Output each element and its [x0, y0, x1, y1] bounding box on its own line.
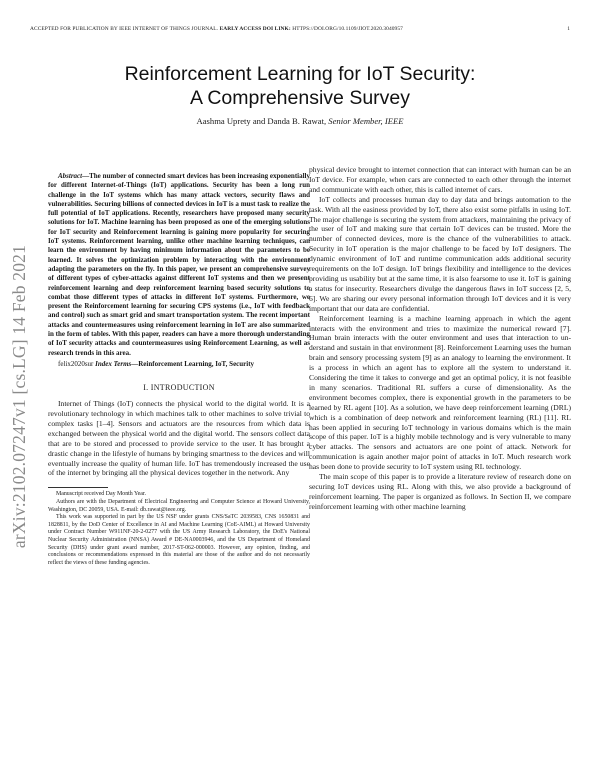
footnote-funding: This work was supported in part by the US NSF under grants CNS/SaTC 2039583, CNS 1650831 and 1828811, by the DoD Center of Excellence in AI and Machine Learning (CoE-AIML) at Howard University under Contract Number W911NF-20-2-0277 with the US Army Research Laboratory, the DoE's National Nuclear Security Administration (NNSA) Award # DE-NA0003946, and the US Department of Homeland Security (DHS) under grant award number, 2017-ST-062-000003. However, any opinion, finding, and conclusions or recommendations expressed in this material are those of the author and do not necessarily reflect the views of these funding agencies.: [48, 514, 310, 566]
rl-intro-paragraph: Reinforcement learning is a machine learning approach in which the agent interacts with the environment and tries to maximize the numerical reward [7]. Human brain interacts with the outer environment and uses that interaction to un-derstand and sustain in that environment [8]. Reinforcement Learning uses the human brain and sensory processing system [9] as an analogy to learning the environment. It is a process in which an agent has to explore all the system to understand it. Considering the time it takes to converge and get an optimal policy, it is not feasible in many scenarios. Traditional RL suffers a curse of dimensionality. As the environment becomes complex, there is exponential growth in the parameters to be learned by RL agent [10]. As a solution, we have deep reinforcement learning (DRL) which is a combination of deep network and reinforcement learning (RL) [11]. RL has been applied in securing IoT technology in various domains which is the main scope of this paper. IoT is a highly mobile technology and is very vulnerable to many cyber attacks. The sensors and actuators are one point of attack. Network for communication is again another major point of attacks in IoT. Much research work has been done to provide security to IoT system using RL technology.: [309, 313, 571, 472]
footnote-divider: [48, 487, 108, 488]
header-journal: ACCEPTED FOR PUBLICATION BY IEEE INTERNET OF THINGS JOURNAL.: [30, 26, 219, 32]
section-heading-introduction: I. INTRODUCTION: [143, 383, 215, 393]
author-membership: Senior Member, IEEE: [328, 116, 404, 126]
security-challenges-text: IoT collects and processes human day to day data and brings automation to the task. With all the easiness provided by IoT, there also exist some pitfalls in using IoT. The major challenge is securing the system from attackers, maintaining the privacy of the user of IoT and making sure that certain IoT devices can be trusted. More the number of connected devices, more is the chance of the vulnerabilities to attack. Security in IoT operation is the major challenge to be faced by IoT designers. The dynamic environment of IoT and runtime communication adds additional security requirements on the IoT design. IoT brings flexibility and intelligence to the devices providing us usability but at the same time, it is also fearsome to use it. IoT is gaining a status for insecurity. Researchers divulge the dangerous flaws in IoT: [309, 194, 571, 293]
author-names: Aashma Uprety and Danda B. Rawat,: [196, 116, 329, 126]
footnotes: [48, 491, 310, 567]
header-text: [30, 26, 403, 32]
abstract-text: —The number of connected smart devices has been increasing exponentially for different Internet-of-Things (IoT) applications. Security has been a long run challenge in the IoT systems which has many attack vectors, security flaws and vulnerabilities. Securing billions of connected devices in IoT is a must task to realize the full potential of IoT applications. Recently, researchers have proposed many security solutions for IoT. Machine learning has been proposed as one of the emerging solutions for IoT security and Reinforcement learning is gaining more popularity for securing IoT systems. Reinforcement learning, unlike other machine learning techniques, can learn the environment by having minimum information about the parameters to be learned. It solves the optimization problem by interacting with the environment adapting the parameters on the fly. In this paper, we present an comprehensive survey of different types of cyber-attacks against different IoT systems and then we present reinforcement learning and deep reinforcement learning based security solutions to combat those different types of attacks in different IoT systems. Furthermore, we present the Reinforcement learning for securing CPS systems (i.e., IoT with feedback and control) such as smart grid and smart transportation system. The recent important attacks and countermeasures using reinforcement learning in IoT are also summarized in the form of tables. With this paper, readers can have a more thorough understanding of IoT security attacks and countermeasures using Reinforcement Learning, as well as research trends in this area.: [48, 172, 310, 357]
index-terms-label: Index Terms: [95, 359, 132, 368]
right-paragraph-3: The main scope of this paper is to provide a literature review of research done on securing IoT devices using RL. Along with this, we also provide a background of reinforcement learning. The paper is organized as follows. In Section II, we compare reinforcement learning with other machine learning: [309, 472, 571, 511]
paper-title: [60, 62, 540, 110]
right-paragraph-2: [309, 195, 571, 314]
abstract: [48, 172, 310, 358]
page-number: 1: [567, 26, 570, 32]
index-terms-text: —Reinforcement Learning, IoT, Security: [131, 359, 255, 368]
header-doi-link[interactable]: HTTPS://DOI.ORG/10.1109/JIOT.2020.3040957: [292, 26, 403, 32]
security-confidentiality-text: success [2, 5, 6]. We are sharing our every personal information through IoT devices and it is very important that our data are confidential.: [309, 283, 571, 313]
arxiv-identifier[interactable]: arXiv:2102.07247v1 [cs.LG] 14 Feb 2021: [9, 244, 30, 548]
left-column: [48, 172, 310, 567]
title-line-2: A Comprehensive Survey: [189, 87, 411, 109]
arxiv-side-stamp: [6, 206, 34, 586]
title-line-1: Reinforcement Learning for IoT Security:: [124, 63, 476, 85]
abstract-label: Abstract: [58, 172, 83, 180]
footnote-affiliation: Authors are with the Department of Electrical Engineering and Computer Science at Howard University, Washington, DC 20059, USA. E-mail: db.rawat@ieee.org.: [48, 498, 310, 513]
right-paragraph-1: physical device brought to internet connection that can interact with human can be an IoT device. For example, when cars are connected to each other through the internet and communicate with each other, this is called internet of cars.: [309, 165, 571, 194]
header-doi-label: EARLY ACCESS DOI LINK:: [219, 26, 291, 32]
author-line: [60, 116, 540, 126]
footnote-manuscript: Manuscript received Day Month Year.: [56, 491, 146, 498]
index-terms: [48, 360, 310, 369]
right-column: [309, 165, 571, 512]
intro-paragraph: Internet of Things (IoT) connects the physical world to the digital world. It is a revolutionary technology in which machines talk to other machines to solve trivial to complex tasks [1–4]. Sensors and actuators are the resources from which data is exchanged between the physical world and the digital world. The sensors collect data that are to be stored and processed to provide service to the user. It has brought a drastic change in the lifestyle of humans by bringing smartness to the devices and will eventually increase the quality of human life. IoT has tremendously increased the use of the internet by bringing all the physical devices together in the network. Any: [48, 399, 310, 478]
index-terms-prefix: felix2020sur: [58, 359, 96, 368]
running-header: [30, 26, 570, 32]
